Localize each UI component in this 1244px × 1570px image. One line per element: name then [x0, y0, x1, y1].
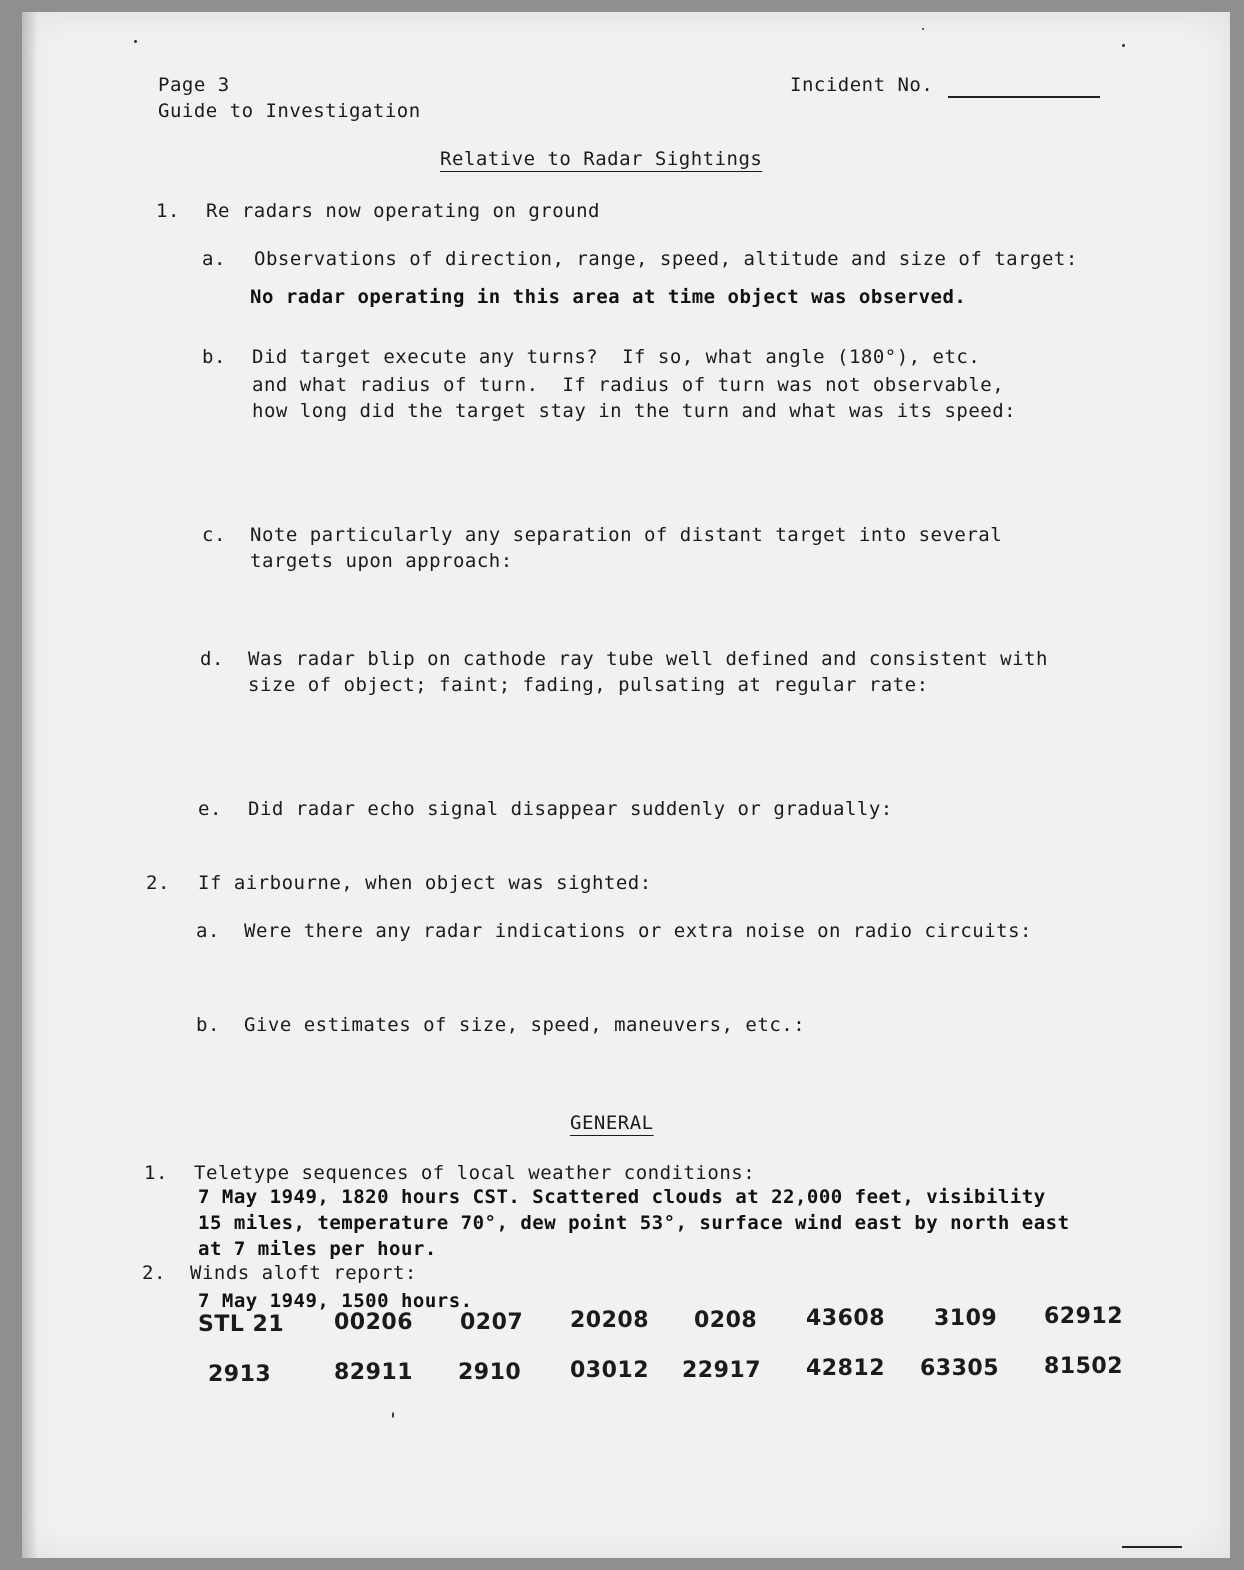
item-number: 1.	[156, 200, 180, 222]
speck	[1122, 44, 1125, 47]
subitem-text: Observations of direction, range, speed, altitude and size of target:	[254, 248, 1078, 270]
subitem-text: targets upon approach:	[250, 550, 513, 572]
item-text: If airbourne, when object was sighted:	[198, 872, 652, 894]
item-text: Teletype sequences of local weather conditions:	[194, 1162, 756, 1184]
bottom-mark	[1122, 1546, 1182, 1548]
subitem-text: Note particularly any separation of distant target into several	[250, 524, 1003, 546]
speck	[392, 1412, 394, 1418]
subitem-letter: d.	[200, 648, 224, 670]
subitem-text: size of object; faint; fading, pulsating at regular rate:	[248, 674, 929, 696]
incident-number-blank	[948, 96, 1100, 98]
item-number: 2.	[142, 1262, 166, 1284]
subitem-letter: a.	[202, 248, 226, 270]
subitem-text: and what radius of turn. If radius of turn was not observable,	[252, 374, 1005, 396]
subitem-text: Did radar echo signal disappear suddenly or gradually:	[248, 798, 893, 820]
winds-value: 43608	[806, 1306, 886, 1331]
subitem-text: Were there any radar indications or extra noise on radio circuits:	[244, 920, 1032, 942]
general-title: GENERAL	[570, 1112, 654, 1134]
winds-value: 0208	[694, 1308, 758, 1333]
winds-value: 2913	[208, 1362, 272, 1387]
speck	[134, 40, 137, 43]
item-number: 1.	[144, 1162, 168, 1184]
weather-text: 15 miles, temperature 70°, dew point 53°, surface wind east by north east	[198, 1212, 1070, 1234]
winds-value: 63305	[920, 1356, 1000, 1381]
page-edge-shadow	[22, 12, 38, 1558]
winds-value: 42812	[806, 1356, 886, 1381]
winds-value: 81502	[1044, 1354, 1124, 1379]
winds-value: 03012	[570, 1358, 650, 1383]
winds-value: 62912	[1044, 1304, 1124, 1329]
weather-text: at 7 miles per hour.	[198, 1238, 437, 1260]
subitem-text: Was radar blip on cathode ray tube well defined and consistent with	[248, 648, 1048, 670]
subitem-letter: b.	[196, 1014, 220, 1036]
answer-text: No radar operating in this area at time object was observed.	[250, 286, 967, 308]
winds-date: 7 May 1949, 1500 hours.	[198, 1290, 473, 1312]
subitem-letter: e.	[198, 798, 222, 820]
subitem-letter: c.	[202, 524, 226, 546]
document-page	[22, 12, 1230, 1558]
page-number: Page 3	[158, 74, 230, 96]
subitem-text: Give estimates of size, speed, maneuvers, etc.:	[244, 1014, 806, 1036]
winds-value: STL 21	[198, 1312, 285, 1337]
winds-value: 0207	[460, 1310, 524, 1335]
item-number: 2.	[146, 872, 170, 894]
winds-value: 00206	[334, 1310, 414, 1335]
subitem-text: Did target execute any turns? If so, what angle (180°), etc.	[252, 346, 981, 368]
item-text: Re radars now operating on ground	[206, 200, 600, 222]
subitem-letter: a.	[196, 920, 220, 942]
winds-value: 22917	[682, 1358, 762, 1383]
winds-value: 20208	[570, 1308, 650, 1333]
winds-value: 82911	[334, 1360, 414, 1385]
winds-value: 2910	[458, 1360, 522, 1385]
guide-title: Guide to Investigation	[158, 100, 421, 122]
weather-text: 7 May 1949, 1820 hours CST. Scattered clouds at 22,000 feet, visibility	[198, 1186, 1046, 1208]
subitem-letter: b.	[202, 346, 226, 368]
subitem-text: how long did the target stay in the turn and what was its speed:	[252, 400, 1017, 422]
section-title: Relative to Radar Sightings	[440, 148, 763, 170]
item-text: Winds aloft report:	[190, 1262, 417, 1284]
winds-value: 3109	[934, 1306, 998, 1331]
speck	[922, 28, 924, 30]
incident-label: Incident No.	[790, 74, 934, 96]
